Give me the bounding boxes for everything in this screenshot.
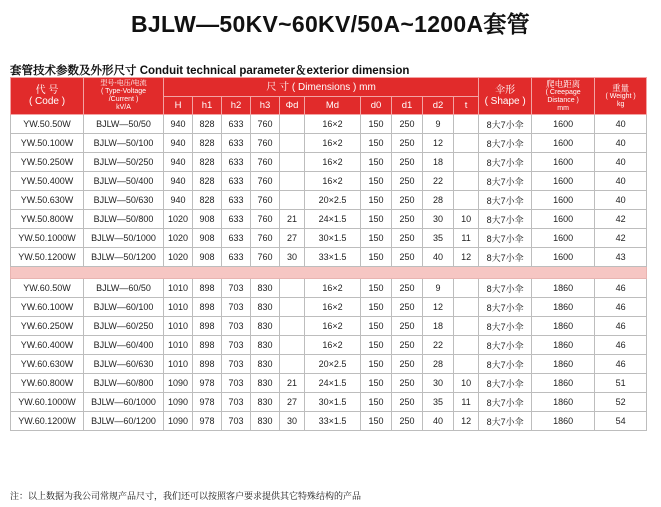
- cell-d1: 250: [392, 153, 423, 172]
- header-creepage: [532, 78, 595, 115]
- cell-H: 1090: [164, 374, 193, 393]
- table-row: [11, 393, 647, 412]
- cell-d0: 150: [361, 412, 392, 431]
- header-code-en: ( Code ): [28, 96, 66, 107]
- header-creepage-l3: Distance ): [547, 97, 579, 104]
- cell-shape: 8大7小伞: [479, 374, 532, 393]
- cell-d1: 250: [392, 298, 423, 317]
- cell-d1: 250: [392, 355, 423, 374]
- cell-d1: 250: [392, 393, 423, 412]
- cell-code: YW.50.400W: [11, 172, 84, 191]
- cell-d2: 35: [423, 393, 454, 412]
- header-creepage-l2: ( Creepage: [545, 89, 581, 96]
- cell-shape: 8大7小伞: [479, 153, 532, 172]
- cell-shape: 8大7小伞: [479, 115, 532, 134]
- cell-H: 1010: [164, 298, 193, 317]
- cell-shape: 8大7小伞: [479, 336, 532, 355]
- header-model-l2: ( Type-Voltage: [100, 88, 146, 95]
- cell-creep: 1860: [532, 279, 595, 298]
- cell-d2: 9: [423, 115, 454, 134]
- cell-phid: [280, 153, 305, 172]
- cell-Md: 16×2: [305, 153, 361, 172]
- table-row: [11, 115, 647, 134]
- cell-d1: 250: [392, 336, 423, 355]
- cell-phid: [280, 336, 305, 355]
- cell-d2: 18: [423, 317, 454, 336]
- cell-phid: [280, 279, 305, 298]
- cell-model: BJLW—50/50: [84, 115, 164, 134]
- cell-h1: 908: [193, 248, 222, 267]
- cell-h3: 760: [251, 115, 280, 134]
- cell-code: YW.60.100W: [11, 298, 84, 317]
- cell-h1: 828: [193, 153, 222, 172]
- cell-d1: 250: [392, 134, 423, 153]
- cell-model: BJLW—60/1000: [84, 393, 164, 412]
- cell-phid: [280, 317, 305, 336]
- cell-weight: 40: [595, 172, 647, 191]
- header-model-l4: kV/A: [116, 104, 131, 111]
- cell-t: 10: [454, 374, 479, 393]
- cell-creep: 1860: [532, 336, 595, 355]
- header-code: [11, 78, 84, 115]
- spec-table: [10, 77, 647, 431]
- table-header: [11, 78, 647, 115]
- cell-weight: 54: [595, 412, 647, 431]
- cell-H: 1020: [164, 210, 193, 229]
- cell-phid: [280, 298, 305, 317]
- cell-Md: 16×2: [305, 172, 361, 191]
- cell-phid: [280, 134, 305, 153]
- cell-t: 12: [454, 248, 479, 267]
- cell-d1: 250: [392, 210, 423, 229]
- cell-model: BJLW—50/630: [84, 191, 164, 210]
- cell-h1: 828: [193, 115, 222, 134]
- cell-h3: 830: [251, 393, 280, 412]
- cell-d1: 250: [392, 172, 423, 191]
- cell-t: [454, 191, 479, 210]
- cell-model: BJLW—50/400: [84, 172, 164, 191]
- cell-d2: 12: [423, 298, 454, 317]
- cell-creep: 1600: [532, 153, 595, 172]
- header-shape-cn: 伞形: [495, 85, 516, 96]
- cell-t: [454, 153, 479, 172]
- cell-h1: 828: [193, 191, 222, 210]
- header-col-phid: Φd: [280, 97, 305, 115]
- cell-h2: 703: [222, 393, 251, 412]
- cell-shape: 8大7小伞: [479, 279, 532, 298]
- cell-d0: 150: [361, 393, 392, 412]
- cell-t: 11: [454, 393, 479, 412]
- cell-weight: 42: [595, 229, 647, 248]
- cell-t: [454, 279, 479, 298]
- cell-code: YW.60.630W: [11, 355, 84, 374]
- cell-t: [454, 134, 479, 153]
- cell-H: 1010: [164, 279, 193, 298]
- cell-d0: 150: [361, 279, 392, 298]
- cell-h2: 633: [222, 210, 251, 229]
- cell-creep: 1600: [532, 191, 595, 210]
- cell-H: 940: [164, 115, 193, 134]
- cell-d2: 12: [423, 134, 454, 153]
- cell-d1: 250: [392, 229, 423, 248]
- cell-Md: 16×2: [305, 317, 361, 336]
- header-dimensions: 尺 寸 ( Dimensions ) mm: [164, 78, 479, 97]
- cell-H: 1090: [164, 393, 193, 412]
- cell-t: 12: [454, 412, 479, 431]
- cell-h2: 633: [222, 191, 251, 210]
- cell-weight: 42: [595, 210, 647, 229]
- header-model-l1: 型号-电压/电流: [100, 80, 147, 87]
- cell-weight: 40: [595, 153, 647, 172]
- cell-h3: 760: [251, 172, 280, 191]
- cell-phid: [280, 172, 305, 191]
- cell-h2: 703: [222, 298, 251, 317]
- header-col-t: t: [454, 97, 479, 115]
- cell-h1: 908: [193, 210, 222, 229]
- cell-d2: 40: [423, 412, 454, 431]
- header-shape-en: ( Shape ): [484, 96, 526, 107]
- cell-shape: 8大7小伞: [479, 134, 532, 153]
- table-body: [11, 115, 647, 431]
- cell-Md: 33×1.5: [305, 412, 361, 431]
- cell-weight: 43: [595, 248, 647, 267]
- cell-h1: 898: [193, 279, 222, 298]
- page-title: BJLW—50KV~60KV/50A~1200A套管: [131, 11, 530, 37]
- cell-model: BJLW—60/100: [84, 298, 164, 317]
- cell-model: BJLW—60/1200: [84, 412, 164, 431]
- cell-shape: 8大7小伞: [479, 393, 532, 412]
- cell-H: 940: [164, 134, 193, 153]
- cell-phid: [280, 115, 305, 134]
- header-weight: [595, 78, 647, 115]
- cell-d2: 22: [423, 172, 454, 191]
- group-separator-row: [11, 267, 647, 279]
- cell-h3: 760: [251, 229, 280, 248]
- cell-weight: 46: [595, 355, 647, 374]
- cell-creep: 1860: [532, 355, 595, 374]
- cell-H: 1020: [164, 229, 193, 248]
- cell-h1: 898: [193, 336, 222, 355]
- table-row: [11, 153, 647, 172]
- cell-d0: 150: [361, 115, 392, 134]
- header-col-d2: d2: [423, 97, 454, 115]
- cell-code: YW.60.400W: [11, 336, 84, 355]
- cell-d1: 250: [392, 412, 423, 431]
- cell-weight: 46: [595, 298, 647, 317]
- cell-model: BJLW—50/100: [84, 134, 164, 153]
- cell-H: 1020: [164, 248, 193, 267]
- cell-model: BJLW—60/50: [84, 279, 164, 298]
- table-row: [11, 298, 647, 317]
- cell-weight: 40: [595, 134, 647, 153]
- cell-d0: 150: [361, 248, 392, 267]
- header-model: [84, 78, 164, 115]
- cell-h1: 898: [193, 355, 222, 374]
- table-row: [11, 412, 647, 431]
- cell-shape: 8大7小伞: [479, 191, 532, 210]
- cell-code: YW.50.1200W: [11, 248, 84, 267]
- cell-Md: 16×2: [305, 134, 361, 153]
- cell-t: [454, 172, 479, 191]
- cell-d2: 30: [423, 210, 454, 229]
- footnote: 注：以上数据为我公司常规产品尺寸，我们还可以按照客户要求提供其它特殊结构的产品: [10, 491, 362, 501]
- header-code-cn: 代 号: [35, 85, 59, 96]
- cell-h1: 978: [193, 412, 222, 431]
- cell-creep: 1860: [532, 374, 595, 393]
- cell-Md: 24×1.5: [305, 374, 361, 393]
- cell-d0: 150: [361, 153, 392, 172]
- header-col-H: H: [164, 97, 193, 115]
- header-col-d0: d0: [361, 97, 392, 115]
- cell-h3: 830: [251, 412, 280, 431]
- cell-d1: 250: [392, 115, 423, 134]
- cell-d2: 30: [423, 374, 454, 393]
- cell-code: YW.60.1000W: [11, 393, 84, 412]
- cell-h1: 898: [193, 298, 222, 317]
- cell-shape: 8大7小伞: [479, 172, 532, 191]
- header-shape: [479, 78, 532, 115]
- cell-weight: 46: [595, 317, 647, 336]
- cell-d0: 150: [361, 229, 392, 248]
- cell-H: 1010: [164, 317, 193, 336]
- cell-shape: 8大7小伞: [479, 355, 532, 374]
- cell-weight: 46: [595, 279, 647, 298]
- cell-d0: 150: [361, 336, 392, 355]
- cell-h3: 760: [251, 134, 280, 153]
- cell-d1: 250: [392, 317, 423, 336]
- cell-H: 1010: [164, 355, 193, 374]
- cell-H: 940: [164, 191, 193, 210]
- cell-d0: 150: [361, 134, 392, 153]
- cell-phid: [280, 355, 305, 374]
- cell-d2: 28: [423, 191, 454, 210]
- cell-code: YW.50.1000W: [11, 229, 84, 248]
- cell-model: BJLW—60/630: [84, 355, 164, 374]
- cell-t: [454, 115, 479, 134]
- cell-creep: 1600: [532, 229, 595, 248]
- cell-code: YW.60.50W: [11, 279, 84, 298]
- cell-h2: 703: [222, 336, 251, 355]
- header-col-d1: d1: [392, 97, 423, 115]
- cell-model: BJLW—50/1000: [84, 229, 164, 248]
- cell-h1: 978: [193, 393, 222, 412]
- cell-code: YW.50.50W: [11, 115, 84, 134]
- cell-shape: 8大7小伞: [479, 298, 532, 317]
- cell-H: 940: [164, 172, 193, 191]
- cell-model: BJLW—50/250: [84, 153, 164, 172]
- cell-phid: 21: [280, 374, 305, 393]
- cell-creep: 1600: [532, 210, 595, 229]
- cell-h3: 760: [251, 248, 280, 267]
- cell-shape: 8大7小伞: [479, 248, 532, 267]
- cell-h1: 828: [193, 134, 222, 153]
- cell-shape: 8大7小伞: [479, 229, 532, 248]
- header-col-Md: Md: [305, 97, 361, 115]
- cell-shape: 8大7小伞: [479, 412, 532, 431]
- cell-code: YW.50.100W: [11, 134, 84, 153]
- cell-h2: 703: [222, 355, 251, 374]
- cell-model: BJLW—50/800: [84, 210, 164, 229]
- cell-creep: 1860: [532, 393, 595, 412]
- cell-Md: 16×2: [305, 115, 361, 134]
- cell-phid: 21: [280, 210, 305, 229]
- table-row: [11, 374, 647, 393]
- cell-phid: 27: [280, 393, 305, 412]
- cell-t: 10: [454, 210, 479, 229]
- cell-d0: 150: [361, 210, 392, 229]
- cell-H: 1010: [164, 336, 193, 355]
- cell-shape: 8大7小伞: [479, 317, 532, 336]
- cell-t: [454, 355, 479, 374]
- header-weight-l1: 重量: [612, 83, 630, 93]
- cell-weight: 52: [595, 393, 647, 412]
- cell-d0: 150: [361, 172, 392, 191]
- group-separator-cell: [11, 267, 647, 279]
- cell-h3: 830: [251, 355, 280, 374]
- cell-Md: 30×1.5: [305, 229, 361, 248]
- cell-d2: 35: [423, 229, 454, 248]
- cell-h2: 703: [222, 374, 251, 393]
- cell-d1: 250: [392, 248, 423, 267]
- cell-d0: 150: [361, 191, 392, 210]
- cell-model: BJLW—60/400: [84, 336, 164, 355]
- cell-creep: 1600: [532, 134, 595, 153]
- table-row: [11, 191, 647, 210]
- cell-t: [454, 336, 479, 355]
- cell-H: 940: [164, 153, 193, 172]
- cell-d2: 9: [423, 279, 454, 298]
- cell-d0: 150: [361, 374, 392, 393]
- cell-code: YW.60.800W: [11, 374, 84, 393]
- cell-h2: 703: [222, 279, 251, 298]
- cell-phid: 27: [280, 229, 305, 248]
- cell-d1: 250: [392, 191, 423, 210]
- table-row: [11, 210, 647, 229]
- table-row: [11, 172, 647, 191]
- cell-Md: 24×1.5: [305, 210, 361, 229]
- cell-d0: 150: [361, 298, 392, 317]
- cell-h2: 703: [222, 412, 251, 431]
- cell-h3: 830: [251, 336, 280, 355]
- cell-Md: 20×2.5: [305, 355, 361, 374]
- cell-code: YW.50.630W: [11, 191, 84, 210]
- table-row: [11, 134, 647, 153]
- cell-code: YW.50.250W: [11, 153, 84, 172]
- cell-model: BJLW—60/250: [84, 317, 164, 336]
- cell-d1: 250: [392, 279, 423, 298]
- table-row: [11, 279, 647, 298]
- table-subtitle: 套管技术参数及外形尺寸 Conduit technical parameter＆exterior dimension: [10, 65, 410, 77]
- cell-creep: 1860: [532, 298, 595, 317]
- cell-h1: 908: [193, 229, 222, 248]
- cell-Md: 16×2: [305, 298, 361, 317]
- cell-h3: 830: [251, 374, 280, 393]
- cell-creep: 1600: [532, 248, 595, 267]
- cell-d1: 250: [392, 374, 423, 393]
- cell-h2: 633: [222, 153, 251, 172]
- table-row: [11, 355, 647, 374]
- table-row: [11, 229, 647, 248]
- cell-weight: 40: [595, 191, 647, 210]
- table-row: [11, 336, 647, 355]
- cell-d2: 18: [423, 153, 454, 172]
- cell-creep: 1860: [532, 412, 595, 431]
- table-row: [11, 317, 647, 336]
- cell-creep: 1600: [532, 172, 595, 191]
- cell-d0: 150: [361, 355, 392, 374]
- cell-d2: 22: [423, 336, 454, 355]
- cell-Md: 30×1.5: [305, 393, 361, 412]
- cell-h1: 898: [193, 317, 222, 336]
- cell-h2: 633: [222, 134, 251, 153]
- cell-h3: 760: [251, 153, 280, 172]
- cell-h3: 760: [251, 191, 280, 210]
- cell-code: YW.60.250W: [11, 317, 84, 336]
- header-col-h1: h1: [193, 97, 222, 115]
- cell-Md: 20×2.5: [305, 191, 361, 210]
- cell-creep: 1860: [532, 317, 595, 336]
- cell-H: 1090: [164, 412, 193, 431]
- cell-h3: 830: [251, 317, 280, 336]
- cell-h1: 828: [193, 172, 222, 191]
- cell-t: 11: [454, 229, 479, 248]
- cell-Md: 33×1.5: [305, 248, 361, 267]
- header-model-l3: /Current ): [108, 96, 139, 103]
- cell-h2: 633: [222, 229, 251, 248]
- cell-t: [454, 298, 479, 317]
- cell-d2: 40: [423, 248, 454, 267]
- cell-phid: 30: [280, 248, 305, 267]
- cell-Md: 16×2: [305, 279, 361, 298]
- cell-phid: 30: [280, 412, 305, 431]
- cell-shape: 8大7小伞: [479, 210, 532, 229]
- cell-code: YW.60.1200W: [11, 412, 84, 431]
- header-weight-l2: ( Weight ): [605, 93, 636, 100]
- cell-weight: 40: [595, 115, 647, 134]
- cell-h3: 760: [251, 210, 280, 229]
- cell-model: BJLW—60/800: [84, 374, 164, 393]
- cell-Md: 16×2: [305, 336, 361, 355]
- header-creepage-l4: mm: [557, 105, 569, 112]
- cell-model: BJLW—50/1200: [84, 248, 164, 267]
- cell-h3: 830: [251, 279, 280, 298]
- cell-code: YW.50.800W: [11, 210, 84, 229]
- cell-h2: 633: [222, 115, 251, 134]
- cell-phid: [280, 191, 305, 210]
- cell-h2: 703: [222, 317, 251, 336]
- header-col-h3: h3: [251, 97, 280, 115]
- cell-t: [454, 317, 479, 336]
- cell-d0: 150: [361, 317, 392, 336]
- table-row: [11, 248, 647, 267]
- cell-d2: 28: [423, 355, 454, 374]
- cell-h2: 633: [222, 172, 251, 191]
- header-weight-l3: kg: [616, 101, 625, 108]
- cell-h3: 830: [251, 298, 280, 317]
- header-creepage-l1: 爬电距离: [546, 79, 581, 89]
- cell-h2: 633: [222, 248, 251, 267]
- cell-h1: 978: [193, 374, 222, 393]
- cell-weight: 46: [595, 336, 647, 355]
- header-col-h2: h2: [222, 97, 251, 115]
- cell-weight: 51: [595, 374, 647, 393]
- cell-creep: 1600: [532, 115, 595, 134]
